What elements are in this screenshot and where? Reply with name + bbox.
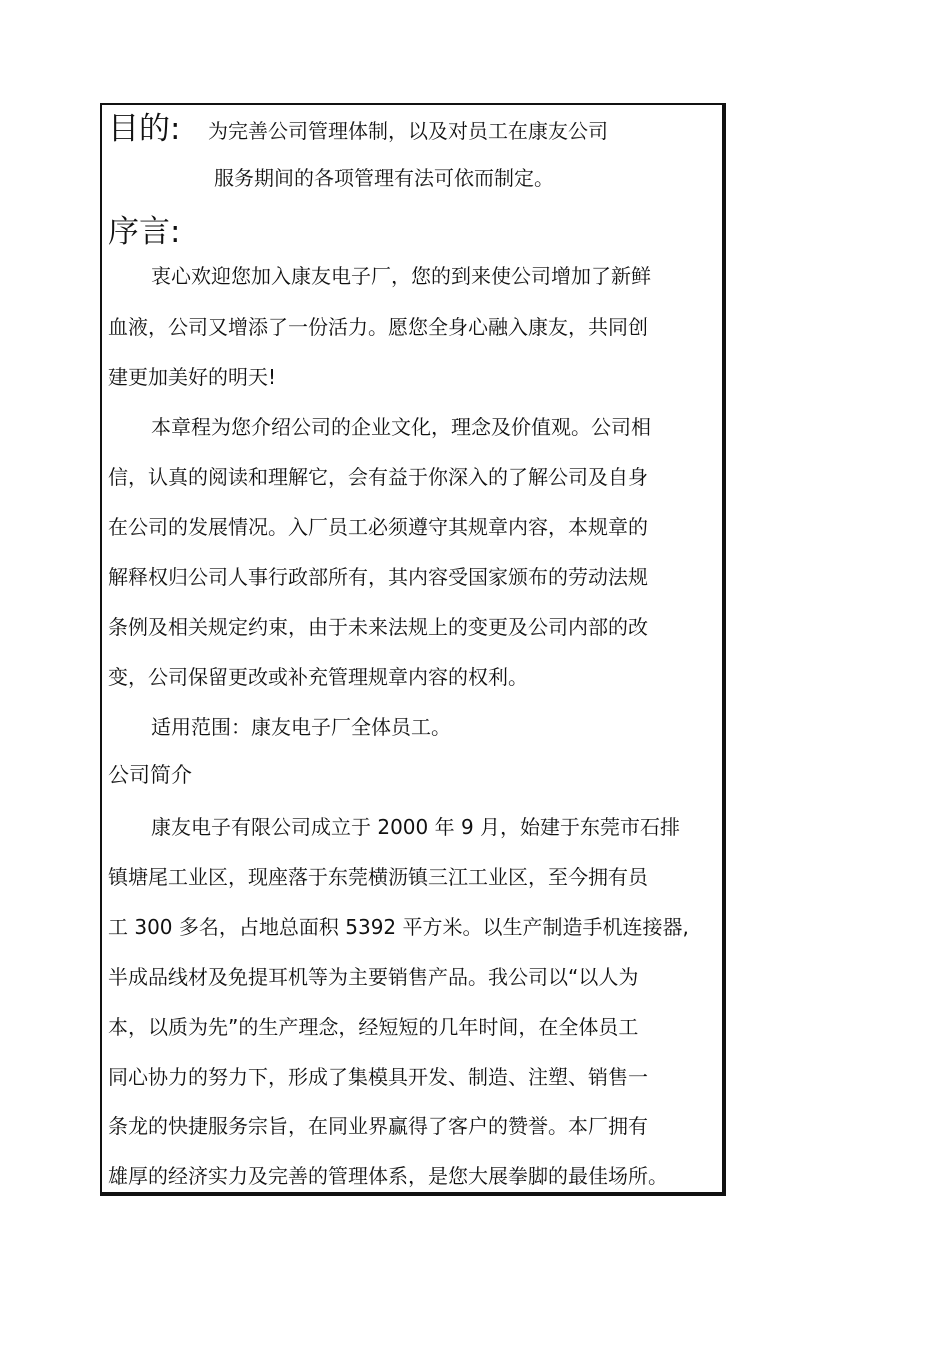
preface-heading: 序言: bbox=[108, 214, 181, 250]
preface-line-5: 信，认真的阅读和理解它，会有益于你深入的了解公司及自身 bbox=[108, 465, 648, 489]
company-intro-heading: 公司简介 bbox=[108, 763, 192, 787]
preface-line-7: 解释权归公司人事行政部所有，其内容受国家颁布的劳动法规 bbox=[108, 565, 648, 589]
company-intro-line-4: 半成品线材及免提耳机等为主要销售产品。我公司以“以人为 bbox=[108, 965, 639, 989]
preface-line-8: 条例及相关规定约束，由于未来法规上的变更及公司内部的改 bbox=[108, 615, 648, 639]
preface-scope-line: 适用范围：康友电子厂全体员工。 bbox=[151, 715, 451, 739]
company-intro-line-7: 条龙的快捷服务宗旨，在同业界赢得了客户的赞誉。本厂拥有 bbox=[108, 1114, 648, 1138]
preface-line-9: 变，公司保留更改或补充管理规章内容的权利。 bbox=[108, 665, 528, 689]
preface-line-1: 衷心欢迎您加入康友电子厂，您的到来使公司增加了新鲜 bbox=[151, 264, 651, 288]
preface-line-3: 建更加美好的明天! bbox=[108, 365, 277, 389]
preface-line-6: 在公司的发展情况。入厂员工必须遵守其规章内容，本规章的 bbox=[108, 515, 648, 539]
preface-line-2: 血液，公司又增添了一份活力。愿您全身心融入康友，共同创 bbox=[108, 315, 648, 339]
company-intro-line-5: 本，以质为先”的生产理念，经短短的几年时间，在全体员工 bbox=[108, 1015, 639, 1039]
company-intro-line-1: 康友电子有限公司成立于 2000 年 9 月，始建于东莞市石排 bbox=[151, 815, 681, 839]
preface-line-4: 本章程为您介绍公司的企业文化，理念及价值观。公司相 bbox=[151, 415, 651, 439]
company-intro-line-3: 工 300 多名，占地总面积 5392 平方米。以生产制造手机连接器, bbox=[108, 915, 689, 939]
company-intro-line-8: 雄厚的经济实力及完善的管理体系，是您大展拳脚的最佳场所。 bbox=[108, 1164, 668, 1188]
company-intro-line-6: 同心协力的努力下，形成了集模具开发、制造、注塑、销售一 bbox=[108, 1065, 648, 1089]
purpose-heading: 目的: bbox=[108, 111, 181, 147]
company-intro-line-2: 镇塘尾工业区，现座落于东莞横沥镇三江工业区，至今拥有员 bbox=[108, 865, 648, 889]
purpose-line-2: 服务期间的各项管理有法可依而制定。 bbox=[214, 166, 554, 190]
purpose-line-1: 为完善公司管理体制，以及对员工在康友公司 bbox=[208, 119, 608, 143]
